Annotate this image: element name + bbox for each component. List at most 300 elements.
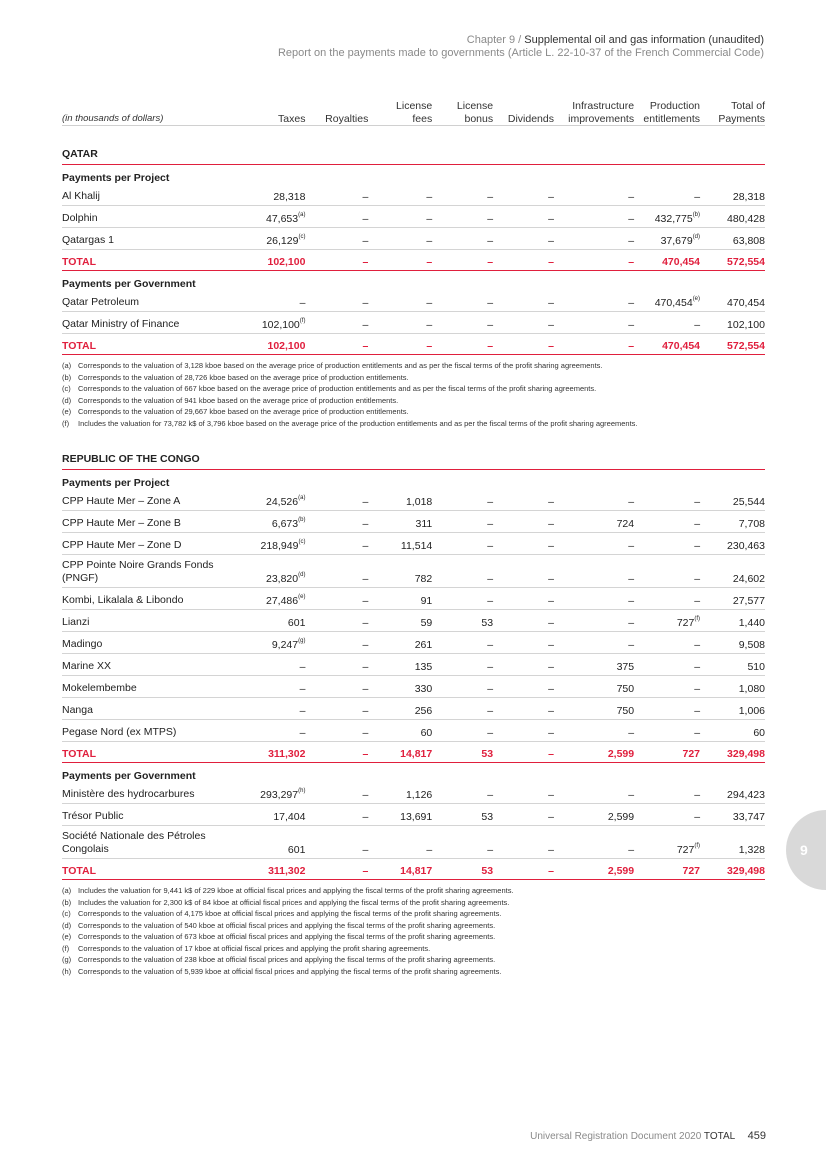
section-title: QATAR — [62, 126, 765, 165]
cell-value: – — [362, 683, 369, 695]
congo-section-heading — [62, 431, 765, 470]
row-label — [62, 511, 255, 533]
cell-infrastructure — [554, 588, 634, 610]
cell-value: – — [299, 705, 306, 717]
cell-value: – — [548, 705, 554, 717]
cell-value: – — [628, 727, 635, 739]
cell-royalties — [305, 804, 368, 826]
row-label-text: CPP Haute Mer – Zone D — [62, 539, 182, 551]
cell-license-bonus — [432, 782, 493, 804]
cell-dividends — [493, 654, 554, 676]
cell-value: 13,691 — [400, 811, 433, 823]
cell-production — [634, 654, 700, 676]
cell-total — [700, 610, 765, 632]
cell-total — [700, 826, 765, 859]
cell-value: – — [426, 297, 433, 309]
cell-taxes — [255, 555, 306, 588]
cell-value: – — [628, 235, 635, 247]
cell-total — [700, 489, 765, 511]
cell-production — [634, 290, 700, 312]
cell-value: 330 — [414, 683, 433, 695]
row-label — [62, 610, 255, 632]
cell-license-bonus — [432, 720, 493, 742]
cell-production — [634, 804, 700, 826]
cell-taxes — [255, 632, 306, 654]
table-row — [62, 206, 765, 228]
cell-production — [634, 533, 700, 555]
subheading-label: Payments per Government — [62, 278, 196, 290]
cell-infrastructure — [554, 533, 634, 555]
row-label — [62, 782, 255, 804]
cell-value: – — [628, 573, 635, 585]
cell-taxes — [255, 676, 306, 698]
cell-value: – — [548, 595, 554, 607]
total-dividends: – — [493, 742, 554, 763]
row-label-text: Lianzi — [62, 616, 90, 628]
cell-license-bonus — [432, 312, 493, 334]
footnote-key: (h) — [62, 966, 72, 976]
cell-license-fees — [368, 654, 432, 676]
cell-value: 47,653 — [265, 213, 299, 225]
footnote-text: Corresponds to the valuation of 4,175 kboe at official fiscal prices and applying the fiscal terms of the profit sharing agreements. — [78, 909, 502, 918]
cell-license-fees — [368, 676, 432, 698]
cell-value: – — [628, 540, 635, 552]
row-label — [62, 804, 255, 826]
footnote — [62, 395, 765, 407]
subheading-label: Payments per Project — [62, 172, 170, 184]
cell-value: – — [548, 639, 554, 651]
cell-value: – — [548, 617, 554, 629]
footnote-ref: (a) — [298, 495, 306, 501]
cell-value: 230,463 — [727, 540, 765, 552]
cell-taxes — [255, 312, 306, 334]
cell-value: – — [694, 496, 701, 508]
cell-total — [700, 782, 765, 804]
cell-value: – — [487, 540, 494, 552]
cell-dividends — [493, 312, 554, 334]
cell-value: – — [487, 639, 494, 651]
cell-license-fees — [368, 610, 432, 632]
cell-value: – — [628, 191, 635, 203]
cell-total — [700, 804, 765, 826]
cell-value: 294,423 — [727, 789, 765, 801]
row-label-text: Pegase Nord (ex MTPS) — [62, 726, 177, 738]
cell-value: 261 — [414, 639, 433, 651]
cell-total — [700, 632, 765, 654]
cell-total — [700, 720, 765, 742]
row-label-text: Madingo — [62, 638, 103, 650]
footnote-ref: (a) — [298, 212, 306, 218]
total-label: TOTAL — [62, 334, 255, 355]
cell-license-bonus — [432, 610, 493, 632]
cell-royalties — [305, 676, 368, 698]
total-license-fees: – — [368, 334, 432, 355]
total-total: 329,498 — [700, 859, 765, 880]
cell-value: 59 — [420, 617, 433, 629]
cell-infrastructure — [554, 826, 634, 859]
row-label — [62, 184, 255, 206]
footnote-text: Corresponds to the valuation of 667 kboe based on the average price of production entitlements and as per the fiscal terms of the profit sharing agreements. — [78, 384, 597, 393]
cell-total — [700, 206, 765, 228]
table-row — [62, 312, 765, 334]
cell-license-fees — [368, 206, 432, 228]
cell-total — [700, 228, 765, 250]
cell-value: – — [299, 297, 306, 309]
cell-value: – — [694, 639, 701, 651]
row-label-text: CPP Haute Mer – Zone A — [62, 495, 181, 507]
cell-value: 91 — [420, 595, 433, 607]
table-row — [62, 489, 765, 511]
cell-production — [634, 184, 700, 206]
cell-value: – — [426, 213, 433, 225]
total-label: TOTAL — [62, 859, 255, 880]
cell-value: – — [487, 319, 494, 331]
cell-license-fees — [368, 290, 432, 312]
cell-license-bonus — [432, 533, 493, 555]
col-royalties: Royalties — [305, 100, 368, 126]
cell-royalties — [305, 312, 368, 334]
cell-total — [700, 698, 765, 720]
total-dividends: – — [493, 334, 554, 355]
total-dividends: – — [493, 859, 554, 880]
cell-value: – — [487, 789, 494, 801]
footnote-key: (d) — [62, 395, 72, 405]
footnote-text: Corresponds to the valuation of 941 kboe based on the average price of production entitlements. — [78, 395, 399, 405]
table-row — [62, 826, 765, 859]
cell-license-bonus — [432, 698, 493, 720]
cell-value: 1,328 — [738, 844, 765, 856]
cell-value: – — [548, 811, 554, 823]
cell-value: – — [694, 727, 701, 739]
cell-taxes — [255, 610, 306, 632]
cell-infrastructure — [554, 698, 634, 720]
cell-license-fees — [368, 588, 432, 610]
row-label-text: Mokelembembe — [62, 682, 137, 694]
payments-per-project-heading — [62, 165, 765, 185]
cell-value: – — [487, 661, 494, 673]
row-label-text: Marine XX — [62, 660, 112, 672]
congo-footnotes — [62, 880, 765, 980]
cell-value: 727 — [676, 844, 695, 856]
cell-dividends — [493, 184, 554, 206]
cell-infrastructure — [554, 720, 634, 742]
total-license-fees: – — [368, 250, 432, 271]
cell-value: 750 — [616, 705, 635, 717]
footnote-ref: (d) — [298, 572, 306, 578]
total-royalties: – — [305, 742, 368, 763]
cell-total — [700, 290, 765, 312]
total-production: 470,454 — [634, 334, 700, 355]
cell-license-fees — [368, 782, 432, 804]
cell-value: – — [487, 727, 494, 739]
chapter-tab[interactable] — [786, 810, 826, 890]
cell-production — [634, 228, 700, 250]
table-row — [62, 555, 765, 588]
cell-license-fees — [368, 720, 432, 742]
cell-infrastructure — [554, 676, 634, 698]
cell-taxes — [255, 782, 306, 804]
table-row — [62, 511, 765, 533]
cell-value: 480,428 — [727, 213, 765, 225]
cell-taxes — [255, 206, 306, 228]
footnote — [62, 908, 765, 920]
cell-dividends — [493, 782, 554, 804]
cell-value: – — [487, 573, 494, 585]
cell-value: – — [362, 617, 369, 629]
cell-value: – — [426, 844, 433, 856]
cell-value: 1,018 — [405, 496, 433, 508]
cell-value: 25,544 — [732, 496, 765, 508]
footnote-key: (f) — [62, 418, 70, 428]
cell-total — [700, 555, 765, 588]
cell-infrastructure — [554, 654, 634, 676]
cell-value: 2,599 — [607, 811, 635, 823]
cell-production — [634, 782, 700, 804]
cell-value: – — [694, 191, 701, 203]
cell-infrastructure — [554, 555, 634, 588]
cell-license-bonus — [432, 654, 493, 676]
cell-value: – — [548, 727, 554, 739]
qatar-footnotes — [62, 355, 765, 432]
footnote-text: Corresponds to the valuation of 5,939 kboe at official fiscal prices and applying the fiscal terms of the profit sharing agreements. — [78, 966, 502, 976]
total-label: TOTAL — [62, 250, 255, 271]
cell-value: – — [548, 235, 554, 247]
chapter-subtitle: Report on the payments made to governments (Article L. 22-10-37 of the French Commercial Code) — [277, 47, 764, 59]
cell-value: 26,129 — [266, 235, 299, 247]
cell-taxes — [255, 654, 306, 676]
cell-license-fees — [368, 698, 432, 720]
cell-value: 17,404 — [273, 811, 306, 823]
cell-value: – — [628, 844, 635, 856]
cell-license-bonus — [432, 804, 493, 826]
subheading-label: Payments per Project — [62, 477, 170, 489]
cell-value: – — [548, 661, 554, 673]
table-row — [62, 610, 765, 632]
row-label — [62, 632, 255, 654]
footnote-text: Corresponds to the valuation of 673 kboe at official fiscal prices and applying the fiscal terms of the profit sharing agreements. — [78, 932, 496, 941]
cell-royalties — [305, 184, 368, 206]
cell-value: 60 — [753, 727, 765, 739]
cell-value: – — [487, 705, 494, 717]
page-number: 459 — [747, 1130, 766, 1142]
row-label-text: CPP Haute Mer – Zone B — [62, 517, 181, 529]
cell-license-fees — [368, 184, 432, 206]
cell-infrastructure — [554, 782, 634, 804]
footnote-ref: (h) — [298, 788, 306, 794]
row-label-text-cont: Congolais — [62, 843, 109, 855]
cell-royalties — [305, 555, 368, 588]
footnotes-cell — [62, 355, 765, 432]
cell-royalties — [305, 489, 368, 511]
footnote-ref: (e) — [692, 296, 701, 302]
row-label-text-cont: (PNGF) — [62, 572, 99, 584]
cell-value: – — [694, 595, 701, 607]
row-label-text: Dolphin — [62, 212, 98, 224]
footnote-ref: (c) — [298, 234, 306, 240]
total-production: 727 — [634, 742, 700, 763]
total-row — [62, 334, 765, 355]
cell-value: 727 — [676, 617, 695, 629]
cell-license-bonus — [432, 555, 493, 588]
cell-value: 1,006 — [738, 705, 765, 717]
footnote-ref: (f) — [299, 318, 306, 324]
cell-infrastructure — [554, 206, 634, 228]
total-license-fees: 14,817 — [368, 742, 432, 763]
cell-license-fees — [368, 511, 432, 533]
row-label — [62, 698, 255, 720]
unit-label: (in thousands of dollars) — [62, 100, 255, 126]
total-infrastructure: – — [554, 250, 634, 271]
total-taxes: 102,100 — [255, 250, 306, 271]
cell-value: – — [362, 191, 369, 203]
row-label-text: Qatargas 1 — [62, 234, 114, 246]
total-taxes: 311,302 — [255, 859, 306, 880]
cell-value: 27,486 — [265, 595, 299, 607]
total-taxes: 311,302 — [255, 742, 306, 763]
footnote — [62, 885, 765, 897]
cell-dividends — [493, 804, 554, 826]
cell-value: 724 — [616, 518, 635, 530]
table-row — [62, 676, 765, 698]
col-production: Production entitlements — [634, 100, 700, 126]
cell-total — [700, 533, 765, 555]
cell-value: 470,454 — [727, 297, 765, 309]
cell-royalties — [305, 698, 368, 720]
cell-value: – — [548, 496, 554, 508]
cell-license-bonus — [432, 206, 493, 228]
cell-value: – — [628, 213, 635, 225]
total-row — [62, 742, 765, 763]
total-total: 329,498 — [700, 742, 765, 763]
cell-license-fees — [368, 228, 432, 250]
cell-value: – — [628, 496, 635, 508]
payments-per-project-heading — [62, 470, 765, 490]
total-license-bonus: 53 — [432, 742, 493, 763]
total-license-fees: 14,817 — [368, 859, 432, 880]
total-license-bonus: – — [432, 334, 493, 355]
cell-value: – — [487, 844, 494, 856]
cell-value: 510 — [747, 661, 765, 673]
footnote-ref: (d) — [692, 234, 701, 240]
col-infrastructure: Infrastructure improvements — [554, 100, 634, 126]
cell-value: 60 — [420, 727, 433, 739]
footnote — [62, 954, 765, 966]
cell-taxes — [255, 698, 306, 720]
row-label-text: Kombi, Likalala & Libondo — [62, 594, 184, 606]
cell-taxes — [255, 184, 306, 206]
footnote-key: (f) — [62, 943, 70, 953]
row-label — [62, 312, 255, 334]
cell-infrastructure — [554, 184, 634, 206]
footnote-ref: (b) — [692, 212, 701, 218]
cell-value: 27,577 — [732, 595, 765, 607]
cell-value: – — [694, 518, 701, 530]
row-label — [62, 720, 255, 742]
total-row — [62, 859, 765, 880]
col-dividends: Dividends — [493, 100, 554, 126]
table-row — [62, 184, 765, 206]
cell-dividends — [493, 632, 554, 654]
cell-value: – — [628, 789, 635, 801]
cell-value: – — [362, 496, 369, 508]
cell-production — [634, 698, 700, 720]
total-label: TOTAL — [62, 742, 255, 763]
cell-production — [634, 826, 700, 859]
footnote — [62, 383, 765, 395]
cell-value: – — [548, 540, 554, 552]
row-label — [62, 206, 255, 228]
cell-license-fees — [368, 312, 432, 334]
footnote-ref: (e) — [298, 594, 306, 600]
footnote-text: Corresponds to the valuation of 540 kboe at official fiscal prices and applying the fiscal terms of the profit sharing agreements. — [78, 920, 496, 930]
cell-value: – — [487, 496, 494, 508]
footnote-text: Corresponds to the valuation of 238 kboe at official fiscal prices and applying the fiscal terms of the profit sharing agreements. — [78, 955, 496, 964]
cell-license-fees — [368, 632, 432, 654]
cell-value: – — [487, 213, 494, 225]
cell-value: – — [426, 235, 433, 247]
cell-total — [700, 511, 765, 533]
cell-dividends — [493, 676, 554, 698]
chapter-label: Chapter 9 — [466, 34, 516, 46]
cell-value: – — [694, 319, 701, 331]
cell-value: – — [548, 573, 554, 585]
payments-per-government-heading — [62, 271, 765, 291]
cell-value: 293,297 — [260, 789, 299, 801]
cell-value: – — [548, 844, 554, 856]
cell-dividends — [493, 720, 554, 742]
cell-license-fees — [368, 826, 432, 859]
cell-value: – — [362, 789, 369, 801]
cell-total — [700, 184, 765, 206]
cell-royalties — [305, 588, 368, 610]
col-total: Total of Payments — [700, 100, 765, 126]
cell-value: 102,100 — [261, 319, 300, 331]
cell-dividends — [493, 228, 554, 250]
cell-value: – — [362, 811, 369, 823]
cell-royalties — [305, 511, 368, 533]
cell-value: – — [362, 661, 369, 673]
cell-value: – — [628, 595, 635, 607]
col-taxes: Taxes — [255, 100, 306, 126]
row-label — [62, 555, 255, 588]
cell-taxes — [255, 804, 306, 826]
cell-value: – — [362, 213, 369, 225]
footnote-text: Includes the valuation for 73,782 k$ of 3,796 kboe based on the average price of the production entitlements and as per the fiscal terms of the profit sharing agreements. — [78, 418, 638, 428]
cell-value: – — [487, 191, 494, 203]
footer-doc-title: Universal Registration Document 2020 — [530, 1131, 702, 1142]
row-label-text: CPP Pointe Noire Grands Fonds — [62, 559, 214, 571]
cell-royalties — [305, 720, 368, 742]
column-header-row — [62, 100, 765, 126]
chapter-separator: / — [515, 34, 525, 46]
footnote-ref: (f) — [694, 616, 701, 622]
cell-license-bonus — [432, 826, 493, 859]
cell-value: – — [548, 789, 554, 801]
cell-taxes — [255, 290, 306, 312]
cell-value: – — [362, 540, 369, 552]
chapter-tab-number: 9 — [800, 842, 808, 858]
payments-per-government-heading — [62, 763, 765, 783]
total-total: 572,554 — [700, 334, 765, 355]
cell-license-bonus — [432, 676, 493, 698]
table-row — [62, 588, 765, 610]
cell-dividends — [493, 588, 554, 610]
cell-value: – — [694, 789, 701, 801]
cell-value: – — [548, 518, 554, 530]
cell-value: 28,318 — [732, 191, 765, 203]
cell-value: 135 — [414, 661, 433, 673]
footnote — [62, 943, 765, 955]
